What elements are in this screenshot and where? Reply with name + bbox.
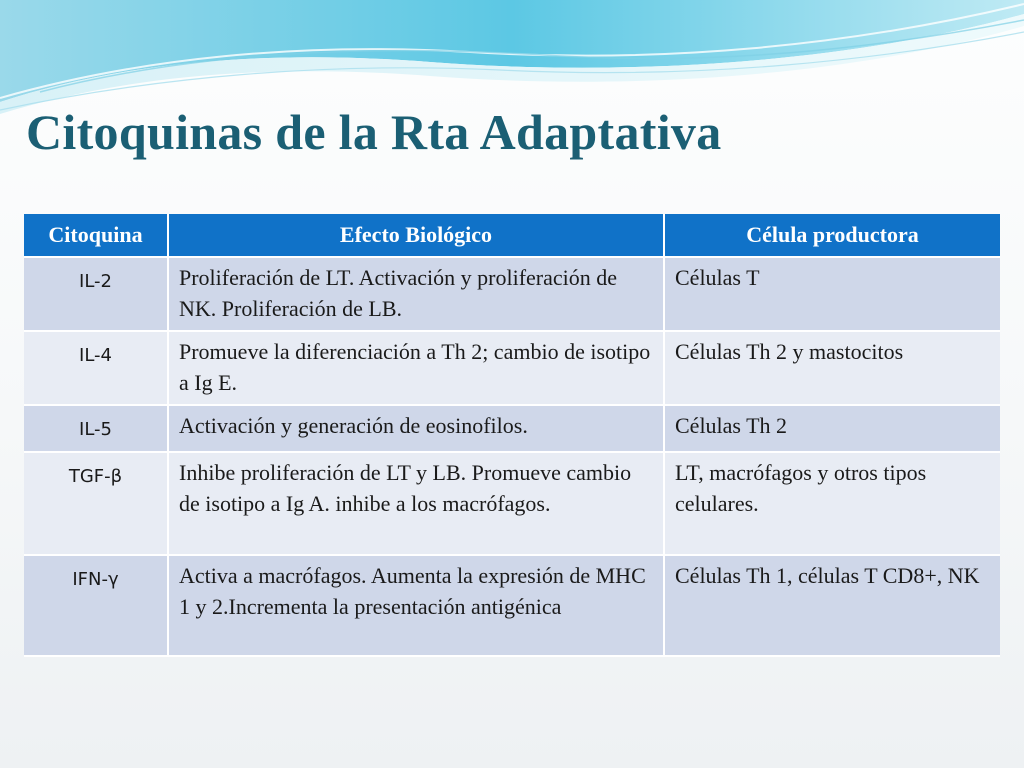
cell-efecto: Inhibe proliferación de LT y LB. Promueve cambio de isotipo a Ig A. inhibe a los macrófagos. (168, 452, 664, 555)
cell-celula: Células T (664, 257, 1000, 331)
table-row (24, 257, 1000, 331)
table-row (24, 405, 1000, 452)
cell-citoquina: IL-5 (24, 405, 168, 452)
table-row (24, 331, 1000, 405)
cell-citoquina: IL-2 (24, 257, 168, 331)
cell-citoquina: IFN-γ (24, 555, 168, 656)
header-celula-productora: Célula productora (664, 214, 1000, 257)
cell-celula: LT, macrófagos y otros tipos celulares. (664, 452, 1000, 555)
table-row (24, 555, 1000, 656)
cell-efecto: Activa a macrófagos. Aumenta la expresión de MHC 1 y 2.Incrementa la presentación antigénica (168, 555, 664, 656)
cytokine-table (24, 214, 1000, 657)
cytokine-table-container (24, 214, 1000, 657)
header-efecto-biologico: Efecto Biológico (168, 214, 664, 257)
cell-celula: Células Th 1, células T CD8+, NK (664, 555, 1000, 656)
cell-efecto: Promueve la diferenciación a Th 2; cambio de isotipo a Ig E. (168, 331, 664, 405)
cell-celula: Células Th 2 (664, 405, 1000, 452)
cell-citoquina: TGF-β (24, 452, 168, 555)
cell-citoquina: IL-4 (24, 331, 168, 405)
table-header-row (24, 214, 1000, 257)
cell-celula: Células Th 2 y mastocitos (664, 331, 1000, 405)
cell-efecto: Proliferación de LT. Activación y proliferación de NK. Proliferación de LB. (168, 257, 664, 331)
table-row (24, 452, 1000, 555)
slide-title: Citoquinas de la Rta Adaptativa (26, 104, 722, 160)
header-citoquina: Citoquina (24, 214, 168, 257)
cell-efecto: Activación y generación de eosinofilos. (168, 405, 664, 452)
